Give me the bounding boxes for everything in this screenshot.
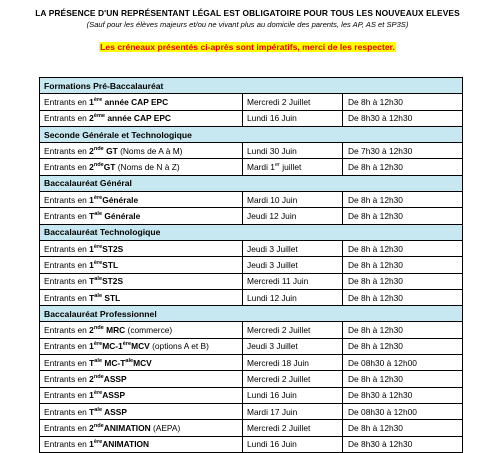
date-text: Lundi 16 Juin [247, 113, 297, 124]
table-row [40, 143, 463, 159]
date-text: Lundi 16 Juin [247, 390, 297, 401]
date-cell [243, 273, 343, 289]
entrants-prefix: Entrants en [44, 357, 90, 368]
section-title: Baccalauréat Professionnel [40, 306, 463, 322]
entrants-prefix: Entrants en [44, 373, 90, 384]
date-text: Mercredi 2 Juillet [247, 373, 311, 384]
entrants-prefix: Entrants en [44, 422, 90, 433]
entrants-prefix: Entrants en [44, 325, 90, 336]
table-row [40, 420, 463, 436]
program-detail: (Noms de N à Z) [115, 162, 180, 173]
date-text: Jeudi 3 Juillet [247, 341, 298, 352]
program-name-suffix: MCV [131, 341, 150, 352]
program-level [89, 407, 127, 417]
table-row [40, 257, 463, 273]
program-cell [40, 257, 243, 273]
section-header-row [40, 175, 463, 191]
program-level [89, 97, 168, 107]
date-cell [243, 436, 343, 452]
date-text: Jeudi 12 Juin [247, 211, 297, 222]
date-text: Jeudi 3 Juillet [247, 243, 298, 254]
entrants-prefix: Entrants en [44, 211, 90, 222]
level-suffix: nde [93, 325, 104, 332]
time-slot-cell: De 7h30 à 12h30 [343, 143, 463, 159]
program-name: ANIMATION [103, 422, 151, 433]
table-row [40, 338, 463, 354]
section-title: Baccalauréat Technologique [40, 224, 463, 240]
date-month: juillet [279, 162, 302, 173]
time-slot-cell: De 8h30 à 12h30 [343, 436, 463, 452]
time-slot-cell: De 8h à 12h30 [343, 159, 463, 175]
program-name: ASSP [103, 373, 127, 384]
date-cell [243, 143, 343, 159]
time-slot-cell: De 8h à 12h30 [343, 338, 463, 354]
program-level [89, 146, 118, 156]
program-level [89, 423, 150, 433]
date-cell [243, 110, 343, 126]
entrants-prefix: Entrants en [44, 259, 90, 270]
time-slot-cell: De 8h à 12h30 [343, 208, 463, 224]
level-number: 1 [89, 390, 94, 401]
program-level [89, 162, 115, 172]
table-row [40, 371, 463, 387]
level-suffix: nde [93, 373, 104, 380]
date-cell [243, 94, 343, 110]
notice-header [0, 8, 495, 55]
entrants-prefix: Entrants en [44, 162, 90, 173]
entrants-prefix: Entrants en [44, 276, 90, 287]
program-level [89, 341, 150, 351]
entrants-prefix: Entrants en [44, 243, 90, 254]
program-cell [40, 322, 243, 338]
date-text: Mercredi 2 Juillet [247, 325, 311, 336]
time-slot-cell: De 8h à 12h30 [343, 240, 463, 256]
program-level [89, 325, 125, 335]
entrants-prefix: Entrants en [44, 96, 90, 107]
table-row [40, 94, 463, 110]
level-suffix: ère [93, 243, 103, 250]
level-number: 1 [89, 259, 94, 270]
date-cell [243, 192, 343, 208]
program-cell [40, 420, 243, 436]
program-name: GT [103, 162, 116, 173]
level-suffix: ale [94, 406, 103, 413]
program-detail: (AEPA) [150, 422, 181, 433]
date-cell [243, 159, 343, 175]
program-level [89, 390, 125, 400]
program-cell [40, 436, 243, 452]
entrants-prefix: Entrants en [44, 145, 90, 156]
level-suffix: nde [93, 162, 104, 169]
program-name: ASSP [102, 390, 126, 401]
date-cell [243, 387, 343, 403]
program-name: MC-1 [102, 341, 123, 352]
date-cell [243, 355, 343, 371]
program-cell [40, 403, 243, 419]
level-number: 1 [89, 243, 94, 254]
table-row [40, 273, 463, 289]
time-slot-cell: De 8h30 à 12h30 [343, 387, 463, 403]
program-cell [40, 289, 243, 305]
level-suffix: ère [93, 96, 103, 103]
section-title: Baccalauréat Général [40, 175, 463, 191]
section-header-row [40, 224, 463, 240]
program-cell [40, 355, 243, 371]
program-name: année CAP EPC [102, 96, 169, 107]
table-row [40, 355, 463, 371]
program-name: ST2S [102, 243, 124, 254]
program-level [89, 244, 123, 254]
level-number: 2 [89, 325, 94, 336]
program-level [89, 439, 149, 449]
program-level [89, 276, 123, 286]
table-row [40, 240, 463, 256]
entrants-prefix: Entrants en [44, 113, 90, 124]
legal-representative-notice: LA PRÉSENCE D'UN REPRÉSENTANT LÉGAL EST OBLIGATOIRE POUR TOUS LES NOUVEAUX ELEVES [35, 8, 460, 18]
date-cell [243, 289, 343, 305]
level-number: 1 [89, 341, 94, 352]
level-suffix: ère [93, 341, 103, 348]
date-cell [243, 257, 343, 273]
entrants-prefix: Entrants en [44, 194, 90, 205]
level-suffix: ère [93, 259, 103, 266]
date-cell [243, 403, 343, 419]
program-name: ST2S [102, 276, 124, 287]
schedule-imperative-notice: Les créneaux présentés ci-après sont impératifs, merci de les respecter. [100, 42, 395, 52]
program-cell [40, 94, 243, 110]
date-suffix: er [274, 162, 280, 169]
program-cell [40, 143, 243, 159]
date-text: Mercredi 2 Juillet [247, 96, 311, 107]
level-suffix: ale [94, 357, 103, 364]
date-text: Jeudi 3 Juillet [247, 259, 298, 270]
date-text: Mercredi 18 Juin [247, 357, 309, 368]
program-detail: (options A et B) [149, 341, 209, 352]
table-row [40, 322, 463, 338]
section-header-row [40, 78, 463, 94]
level-suffix: ème [93, 113, 106, 120]
program-level-suffix: ale [125, 357, 134, 364]
section-header-row [40, 126, 463, 142]
entrants-prefix: Entrants en [44, 341, 90, 352]
time-slot-cell: De 8h à 12h30 [343, 289, 463, 305]
date-text: Mardi 10 Juin [247, 194, 298, 205]
level-number: 1 [89, 96, 94, 107]
program-cell [40, 110, 243, 126]
date-text: Mardi 17 Juin [247, 406, 298, 417]
enrollment-schedule-table [39, 77, 463, 453]
program-level [89, 260, 118, 270]
level-number: T [89, 357, 95, 368]
level-suffix: ale [94, 276, 103, 283]
table-row [40, 110, 463, 126]
table-row [40, 208, 463, 224]
program-level [89, 113, 171, 123]
program-level-suffix: ère [122, 341, 132, 348]
date-cell [243, 371, 343, 387]
program-cell [40, 240, 243, 256]
date-text: Mercredi 2 Juillet [247, 422, 311, 433]
level-number: T [89, 276, 95, 287]
program-name-suffix: MCV [133, 357, 152, 368]
level-number: T [89, 211, 95, 222]
time-slot-cell: De 8h à 12h30 [343, 273, 463, 289]
program-level [89, 358, 152, 368]
date-cell [243, 338, 343, 354]
table-row [40, 192, 463, 208]
level-suffix: ale [94, 211, 103, 218]
section-title: Seconde Générale et Technologique [40, 126, 463, 142]
level-number: 1 [89, 194, 94, 205]
program-level [89, 211, 140, 221]
program-name: ANIMATION [102, 439, 150, 450]
program-level [89, 293, 120, 303]
exemption-note: (Sauf pour les élèves majeurs et/ou ne vivant plus au domicile des parents, les AP, AS et SP3S) [86, 20, 409, 29]
entrants-prefix: Entrants en [44, 292, 90, 303]
level-number: T [89, 292, 95, 303]
program-detail: (Noms de A à M) [117, 145, 183, 156]
program-name: STL [102, 259, 119, 270]
date-cell [243, 420, 343, 436]
program-name: GT [103, 145, 118, 156]
program-cell [40, 338, 243, 354]
program-name: MRC [103, 325, 126, 336]
entrants-prefix: Entrants en [44, 390, 90, 401]
date-cell [243, 208, 343, 224]
section-title: Formations Pré-Baccalauréat [40, 78, 463, 94]
program-name: Générale [102, 211, 141, 222]
table-row [40, 159, 463, 175]
program-detail: (commerce) [125, 325, 173, 336]
date-text: Mardi 1 [247, 162, 275, 173]
program-level [89, 195, 138, 205]
level-number: 2 [89, 422, 94, 433]
level-number: 2 [89, 113, 94, 124]
program-name: ASSP [102, 406, 127, 417]
time-slot-cell: De 8h à 12h30 [343, 371, 463, 387]
date-cell [243, 240, 343, 256]
date-text: Lundi 16 Juin [247, 439, 297, 450]
level-suffix: nde [93, 145, 104, 152]
document-page [0, 8, 495, 450]
time-slot-cell: De 8h à 12h30 [343, 192, 463, 208]
level-suffix: ale [94, 292, 103, 299]
program-name: STL [102, 292, 121, 303]
entrants-prefix: Entrants en [44, 406, 90, 417]
time-slot-cell: De 8h30 à 12h30 [343, 110, 463, 126]
program-level [89, 374, 126, 384]
program-cell [40, 371, 243, 387]
program-cell [40, 192, 243, 208]
time-slot-cell: De 8h à 12h30 [343, 94, 463, 110]
table-row [40, 436, 463, 452]
level-suffix: nde [93, 422, 104, 429]
level-suffix: ère [93, 390, 103, 397]
date-text: Lundi 30 Juin [247, 145, 297, 156]
table-row [40, 387, 463, 403]
time-slot-cell: De 8h à 12h30 [343, 322, 463, 338]
program-name: Générale [102, 194, 139, 205]
section-header-row [40, 306, 463, 322]
time-slot-cell: De 08h30 à 12h00 [343, 355, 463, 371]
level-suffix: ère [93, 439, 103, 446]
level-number: 2 [89, 162, 94, 173]
time-slot-cell: De 08h30 à 12h00 [343, 403, 463, 419]
table-row [40, 289, 463, 305]
entrants-prefix: Entrants en [44, 439, 90, 450]
program-cell [40, 273, 243, 289]
level-number: T [89, 406, 95, 417]
time-slot-cell: De 8h à 12h30 [343, 257, 463, 273]
program-cell [40, 159, 243, 175]
level-number: 2 [89, 373, 94, 384]
program-name: MC-T [102, 357, 126, 368]
time-slot-cell: De 8h à 12h30 [343, 420, 463, 436]
level-number: 1 [89, 439, 94, 450]
program-cell [40, 387, 243, 403]
program-name: année CAP EPC [105, 113, 171, 124]
date-text: Lundi 12 Juin [247, 292, 297, 303]
date-text: Mercredi 11 Juin [247, 276, 309, 287]
level-number: 2 [89, 145, 94, 156]
level-suffix: ère [93, 194, 103, 201]
date-cell [243, 322, 343, 338]
table-row [40, 403, 463, 419]
program-cell [40, 208, 243, 224]
